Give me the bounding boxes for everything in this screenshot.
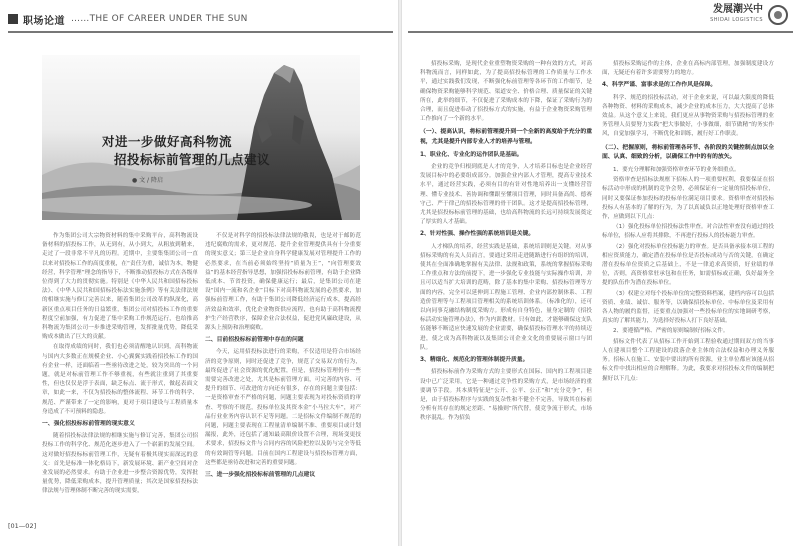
- body-paragraph: 2、要遵循严格、严密的原则编制好招标文件。: [613, 328, 729, 335]
- brand-title: 发展潮兴中: [713, 4, 763, 15]
- body-paragraph: 作为集团公司大宗物资材料的集中采购平台，高科物流设备材料的招投标工作，从无到有，从小到大，从粗放到精来，走过了一段非常不平凡的历程。近期中，主要集集团公司一直以来对招投标工作的高度重视，在“责任为重，诚信为本，物健经营，科学管理”理念的指导下，不断推动招投标方式在各级单位得到了大力的贯彻实施。特别是《中华人民共和国招标投标法》、《中华人民共和国招标投标法实施条例》等有关法律法规的相继实施与修订完善以来，随着集团公司改革的纵深化，高新区重点项目任务的日益繁重，集团公司对招投标工作的重要程度空前加强，有力促进了集中采购工作规范运行，也给推高科物流为集团公司一步推进采购管理，发挥批量优势，降低采购成本做出了巨大的贡献。: [42, 233, 198, 341]
- right-page: [402, 0, 800, 546]
- article-title-line1: 对进一步做好高科物流: [102, 134, 233, 149]
- body-paragraph: （3）权建立对每个投标单位的完整资料档案，建档内容可以包括资质、业绩、诚信、服务等，以确保招投标单位、中标单位及采用有各人物的履约监督，还要重点加强对一些投标单位的实地调研考察，真实的了解其能力，为选择好投标人打下良好基础。: [602, 290, 774, 325]
- section-heading: （二）、把握原则，将标前管理各环节、各阶段的关键控制点加以全面、认真、细致的分析，以确保工作中的有的放矢。: [602, 144, 774, 160]
- body-paragraph: 招投标采购，是现代企业重塑物资采购的一种有效的方式，对高科物流而言，同样如此，为了提高招投标管理的工作质量与工作水平，通过实践我们发现，不断强化标前管理等各环节的工作细节，是确保物资采购能够科学规范、渠道安全、价格合理、质量保证的关键所在，此举的细节，不仅促进了采购成本的下降，保证了采购行为的合理，而且促进奉动了招投标方式的实施，有益于企业物资采购管理工作推向了一个新的水平。: [420, 61, 592, 123]
- hero-image: [42, 55, 360, 220]
- header-block-icon: [8, 14, 18, 24]
- section-heading: （一）、提高认识，将标前管理提升到一个全新的高度给予充分的重视，尤其是提升内部专业人才的培养与管理。: [420, 129, 592, 145]
- section-title: 职场论道: [23, 15, 65, 27]
- body-paragraph: 资格审查是招标法规框下招标人的一项重要权利，我要保证在招标活动中形成的机制的竞争会势，必须保证有一定量的招投标单位，同时又要保证参加投标的投标单位满足项目要求。资格审查对招投标投标人有基本的了解的行为，为了以真诚负以正地处理好资格审查工作，应做到以下几点：: [602, 177, 774, 221]
- header-rule: [408, 31, 793, 33]
- brand-name: [710, 4, 763, 26]
- section-heading: 三、进一步强化招投标标前管理的几点建议: [205, 472, 316, 479]
- section-heading: 3、精细化、规范化的管理体制提升质量。: [420, 357, 529, 364]
- left-column-1: [42, 232, 198, 498]
- section-heading: 一、强化招投标标前管理的现实意义: [42, 421, 135, 428]
- body-paragraph: （2）强化对投标单位投标能力的审查。是否具备承接本项工程的相应资质能力，确定潜在投标单位是否投标成功与否的关键，在确定潜在投标单位资质之后基础上，不是一律追求高资质，好业绩的单位，否则，高资格常驻承包和在任务，如需招标或正确，负好最务全提的队伍作为潜在投标单位。: [602, 243, 774, 287]
- page-number: [01—02]: [8, 522, 37, 530]
- body-paragraph: 科学、规范的招投标活动，对于企业来说，可以最大限度的降低各种物资、材料的采购成本，减少企业的成本压力，大大提高了总体效益。从这个意义上来说，我们更应从事物资采购与招投标管理的业务管理人员要努力实践“把大事做好，小事做细，细节做精”的务实作风，自觉加强学习，不断优化和训练，履行好工作职责。: [602, 94, 774, 138]
- section-heading: 2、针对性强、操作性强的系统培训是关键。: [420, 231, 535, 238]
- article-author: ● 文 / 降启: [132, 177, 163, 184]
- left-column-2: [205, 232, 361, 483]
- article-title-block: [102, 133, 282, 184]
- right-column-1: [420, 60, 592, 425]
- brand-subtitle: SHIDAI LOGISTICS: [710, 17, 763, 23]
- header-rule: [8, 31, 393, 33]
- body-paragraph: 在取得成绩的同时，我们也必须清醒地认识到，高科物流与国内大多数正在规模企业、小心翼翼实践着招投标工作的国有企业一样，还面临着一些亟待改进之处，较为突出的一个问题，就是对标前管理工作不够重视，有些就注重到了其重要性，但也仅仅是浮于表面，缺乏标点、流于形式，做起表面文章，如此一来，不仅为招投标的整体流程、环节工作的科学、规范、严谨带来了一定的影响，更对于项目建设与工程质量本身造成了不可预料的隐患。: [42, 344, 198, 415]
- body-paragraph: 今天，运用招投标法进行的采购，不仅适用是符合市场经济的竞争原则，同时还促进了竞争，规范了交易双方的行为，最终促进了社会资源的优化配置，但是，招投标管理仍有一些需要完善改进之处，尤其是标前管理方面，可完善的内容、可提升的细节、可改进的方向还有很多，存在的问题主要包括：一是资格审查不严格的问题，问题主要表现为对投标资质的审查、考察的不规范，投标单位及其资本金“小马拉大车”，对产品行业业务内容认识不足等问题。二是招标文件编制不规范的问题，问题主要表现在工程量清单编制不准、重要项目或计划漏报，此外，还包括了通知最高限价设置不合理，现场变更技术要求，招投标文件与合同内容的风险把控以及防与完全等低的有效调管等问题。目前在国内工程建设与招投标管理方面，这些都是亟待改进和完善的重要问题。: [205, 349, 361, 466]
- body-paragraph: 不仅是对科学的招投标法律法规的敬畏，也是对于邮防范违纪腐败的需求，更对规范、提升企业管理提供具有十分重要的现实意义；第三是企业自身科学健康发展对管理提升工作的必然要求，在当前必须始终坚持“质量为王”，“向管理要效益”的基本经营指导思想，加强招投标标前管理，有助于企业降低成本、节省投资，确保健康运行；最后，是集团公司在建设“国内一流和名企业”目标下对高科物流发展的必然要求，加强标前管理工作，有助于集团公司降低经济运行成本，提高经济效益和效率，优化企业物资供应流程，也有助于高科物流搜护生产经营秩序，保障企业合法权益，促进党风廉政建设，从源头上预防和治理腐败。: [205, 233, 361, 332]
- body-paragraph: （1）强化投标单位招投标法性审查。对合法性审查没有通过的投标单位，招标人应将其排除，不再进行投标人的投标能力审查。: [602, 224, 774, 240]
- section-heading: 二、目前招投标标前管理中存在的问题: [205, 337, 304, 344]
- section-subtitle: ……THE OF CAREER UNDER THE SUN: [71, 14, 248, 24]
- section-heading: 4、科学严谨、富事求是的工作作风是保障。: [602, 82, 717, 89]
- body-paragraph: 招投标采购运作的主体，企业在高标内部管理，加强制度建设方面，无疑还有着许多需要努力的地方。: [602, 61, 774, 77]
- body-paragraph: 招投标标前作为采购方式的主要形式在国际、国内的工程项目建设中已广泛采用，它是一种通过竞争性的采购方式，是市场经济的重要调节手段。其本质特征是“公开、公平、公正”和“充分竞争”，但是，由于招投标程序与实践的复杂性和不健全不完善，导致其在标前分析有其存在的规定差距、“易操则”所代替，使竞争流于形式，市场秩序混乱。作为招负: [420, 369, 592, 422]
- section-heading: 1、职业化、专业化的运作团队是基础。: [420, 151, 523, 158]
- body-paragraph: 招标文件代表了从招标工作开始到工程验收通过期间双方的当事人在建项目整个工程建设的段落企业主体的合法权益和办理义务服务。招标人在施工、安装中要出的所有资源，业主单位都应该能从招标文件中找出相应的合理解释。为此，我要求对招投标文件的编制把握好以下几点：: [602, 338, 774, 382]
- right-column-2: [602, 60, 774, 385]
- body-paragraph: 企业的竞争归根到底是人才的竞争，人才培养目标也是企业经营发展目标中的必要组成部分。加强企业内部人才管理，提高专业技术水平，通过经营实践，必须有目的有针对性地培养出一支懂经营管理、懂专业技术、善协调和懂跟至懂项目管理，同时具备高尚、德赛守己、严于律己的招投标管理的骨干团队。这才是提高招投标管理，尤其是招投标标前管理的基础，也给高科物流的长远可持续发展奠定了厚实的人才基础。: [420, 164, 592, 226]
- article-title-line2: 招投标标前管理的几点建议: [114, 152, 271, 167]
- right-page-header: [710, 4, 788, 26]
- left-page: [0, 0, 398, 546]
- body-paragraph: 1、要充分理解和加强资格审查环节的业务细重点。: [613, 167, 740, 174]
- brand-logo-icon: [768, 5, 788, 25]
- body-paragraph: 人才梯队的培养，经营实践是基础，系统培训则是关键。对从事招标采购的有关人员而言，要通过采用走进随路进行有组织的培训，使其在全面准确地掌握有关法律、法规和政策，系统的掌握招标采购工作重点和方法的前提下，进一步强化专业技能与实际操作培训，并且可以适当扩大培训的范畴，除了基本的集中采购、招投标管理等方面的内容，完全可以延伸到工程施工管理、企业内部控制体系、工程造价管理等与工程项目管理相关的系统培训体系。（标准化的），还可以向同事克融结构制度采购方。形成有自身特色，量身定制的《招投标活动实施管理办法》，作为内训教材。只有如此，才能够确保这支队伍能够不断适应快速发展的企业需要，确保招投标管理水平的持续迈进，使之成为高科物流以及集团公司企业文化的重要展示窗口与团队。: [420, 243, 592, 351]
- page-header: [8, 8, 393, 30]
- body-paragraph: 随着招投标法律法规的相继实施与修订完善，集团公司招投标工作的科学化、规范化逐步进入了一个崭新的发展空间。这对做好招投标标前管理工作，无疑有着极其现实而深远的意义：首先是标准一体化格局下，新发展环境、新产业空间对企业发展的必然要求。有助于企业进一步整合资源优势，发挥批量优势，降低采购成本，提升管理质量；其次是国家招投标法律法规与管理体制不断完善的现实需要，: [42, 433, 198, 495]
